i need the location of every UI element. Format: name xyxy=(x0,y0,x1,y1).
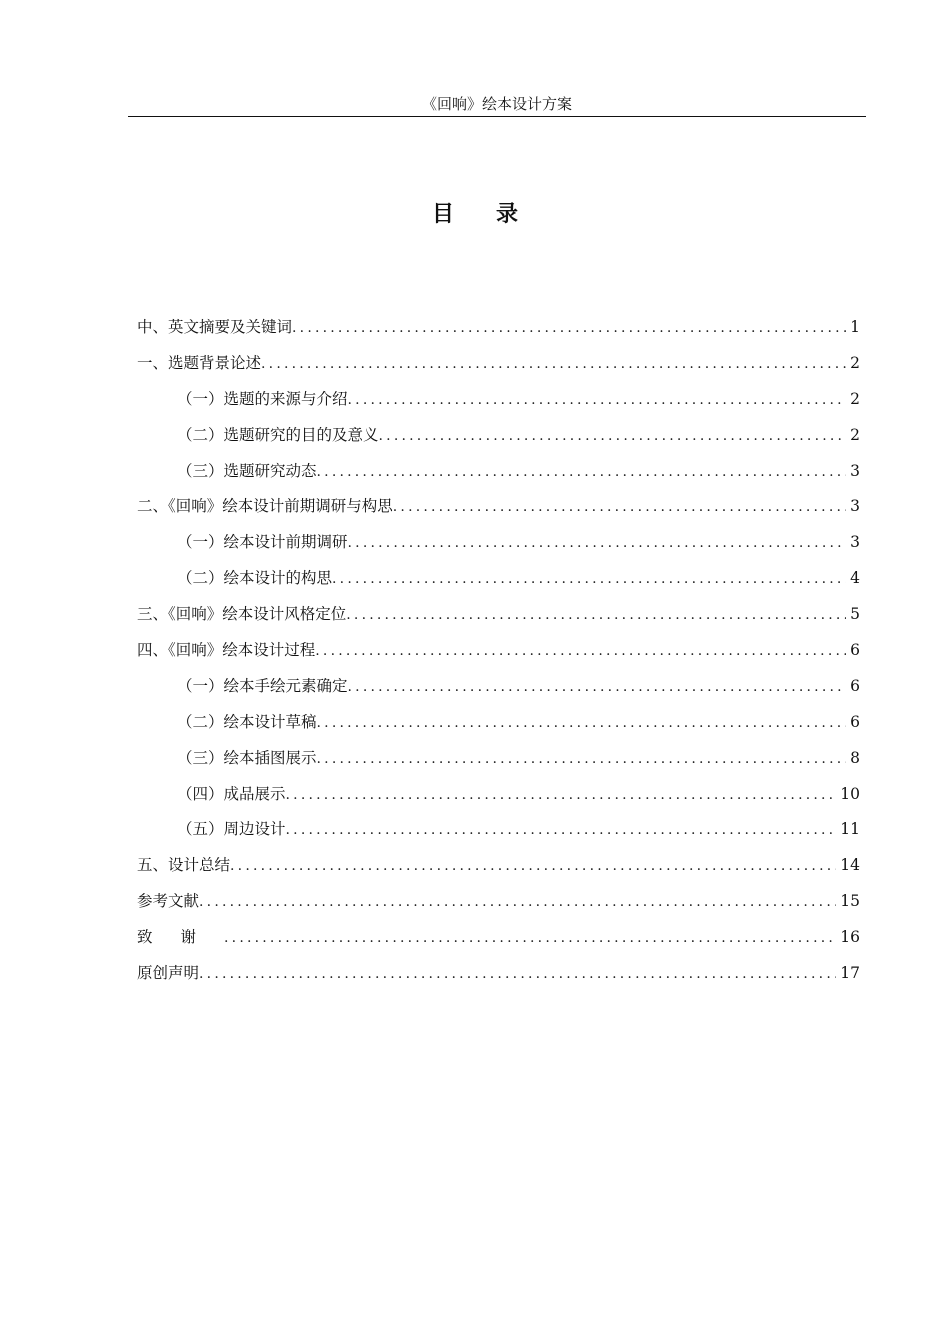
toc-page-number: 3 xyxy=(850,533,860,552)
toc-entry-text: （二）绘本设计草稿 xyxy=(177,712,317,731)
toc-page-number: 16 xyxy=(840,928,860,947)
toc-leader-dots xyxy=(379,421,847,451)
toc-page-number: 5 xyxy=(850,605,860,624)
toc-entry-text: （一）选题的来源与介绍 xyxy=(177,389,348,408)
toc-leader-dots xyxy=(317,708,847,738)
toc-page-number: 2 xyxy=(850,353,860,372)
toc-entry-text: 四、《回响》绘本设计过程 xyxy=(137,641,316,660)
toc-entry-section-2[interactable] xyxy=(137,491,860,527)
toc-leader-dots xyxy=(332,564,846,594)
toc-entry-section-1-3[interactable] xyxy=(137,456,860,492)
toc-entry-text: （五）周边设计 xyxy=(177,820,286,839)
header-rule xyxy=(128,116,866,117)
toc-entry-text: （一）绘本设计前期调研 xyxy=(177,533,348,552)
toc-leader-dots xyxy=(317,457,847,487)
toc-leader-dots xyxy=(348,672,847,702)
toc-entry-section-4-2[interactable] xyxy=(137,707,860,743)
toc-page-number: 1 xyxy=(850,318,860,336)
toc-page-number: 6 xyxy=(850,712,860,731)
toc-entry-section-4-3[interactable] xyxy=(137,743,860,779)
toc-leader-dots xyxy=(286,815,837,845)
toc-leader-dots xyxy=(348,385,847,415)
toc-entry-section-2-2[interactable] xyxy=(137,563,860,599)
toc-leader-dots xyxy=(292,313,846,343)
toc-entry-abstract[interactable] xyxy=(137,312,860,348)
toc-entry-section-1-1[interactable] xyxy=(137,384,860,420)
toc-page-number: 8 xyxy=(850,748,860,767)
toc-leader-dots xyxy=(199,959,836,989)
table-of-contents xyxy=(137,312,860,994)
toc-entry-section-3[interactable] xyxy=(137,599,860,635)
toc-page-number: 6 xyxy=(850,641,860,660)
toc-entry-text: 参考文献 xyxy=(137,892,200,911)
toc-entry-text: 二、《回响》绘本设计前期调研与构思 xyxy=(137,497,393,516)
toc-entry-text: （四）成品展示 xyxy=(177,784,286,803)
toc-entry-section-5[interactable] xyxy=(137,850,860,886)
toc-entry-section-4-5[interactable] xyxy=(137,814,860,850)
toc-entry-text: 三、《回响》绘本设计风格定位 xyxy=(137,605,347,624)
toc-leader-dots xyxy=(317,744,847,774)
toc-leader-dots xyxy=(286,780,837,810)
toc-page-number: 17 xyxy=(840,964,860,983)
toc-entry-text: 致谢 xyxy=(137,928,225,947)
toc-entry-section-4[interactable] xyxy=(137,635,860,671)
toc-entry-section-1[interactable] xyxy=(137,348,860,384)
toc-entry-section-4-4[interactable] xyxy=(137,779,860,815)
toc-leader-dots xyxy=(346,600,846,630)
toc-entry-section-4-1[interactable] xyxy=(137,671,860,707)
toc-page-number: 11 xyxy=(840,820,860,839)
toc-entry-text: 五、设计总结 xyxy=(137,856,231,875)
toc-leader-dots xyxy=(261,349,846,379)
toc-page-number: 15 xyxy=(840,892,860,911)
toc-entry-text: （三）选题研究动态 xyxy=(177,461,317,480)
toc-page-number: 10 xyxy=(840,784,860,803)
toc-entry-text: （二）绘本设计的构思 xyxy=(177,569,333,588)
toc-page-number: 2 xyxy=(850,389,860,408)
toc-leader-dots xyxy=(348,528,847,558)
toc-page-number: 2 xyxy=(850,425,860,444)
toc-page-number: 3 xyxy=(850,461,860,480)
toc-entry-text: 中、英文摘要及关键词 xyxy=(137,318,293,336)
toc-leader-dots xyxy=(230,851,836,881)
toc-title: 目录 xyxy=(431,202,560,227)
toc-entry-originality-statement[interactable] xyxy=(137,958,860,994)
toc-entry-text: 原创声明 xyxy=(137,964,200,983)
toc-leader-dots xyxy=(393,492,846,522)
toc-entry-text: 一、选题背景论述 xyxy=(137,353,262,372)
running-header-title: 《回响》绘本设计方案 xyxy=(421,95,572,113)
toc-entry-text: （二）选题研究的目的及意义 xyxy=(177,425,379,444)
toc-entry-section-1-2[interactable] xyxy=(137,420,860,456)
toc-entry-acknowledgements[interactable] xyxy=(137,922,860,958)
toc-leader-dots xyxy=(315,636,846,666)
toc-page-number: 4 xyxy=(850,569,860,588)
toc-page-number: 14 xyxy=(840,856,860,875)
toc-entry-text: （三）绘本插图展示 xyxy=(177,748,317,767)
toc-page-number: 6 xyxy=(850,676,860,695)
toc-entry-section-2-1[interactable] xyxy=(137,527,860,563)
toc-entry-text: （一）绘本手绘元素确定 xyxy=(177,676,348,695)
toc-leader-dots xyxy=(199,887,836,917)
toc-leader-dots xyxy=(224,923,836,953)
toc-entry-references[interactable] xyxy=(137,886,860,922)
toc-page-number: 3 xyxy=(850,497,860,516)
